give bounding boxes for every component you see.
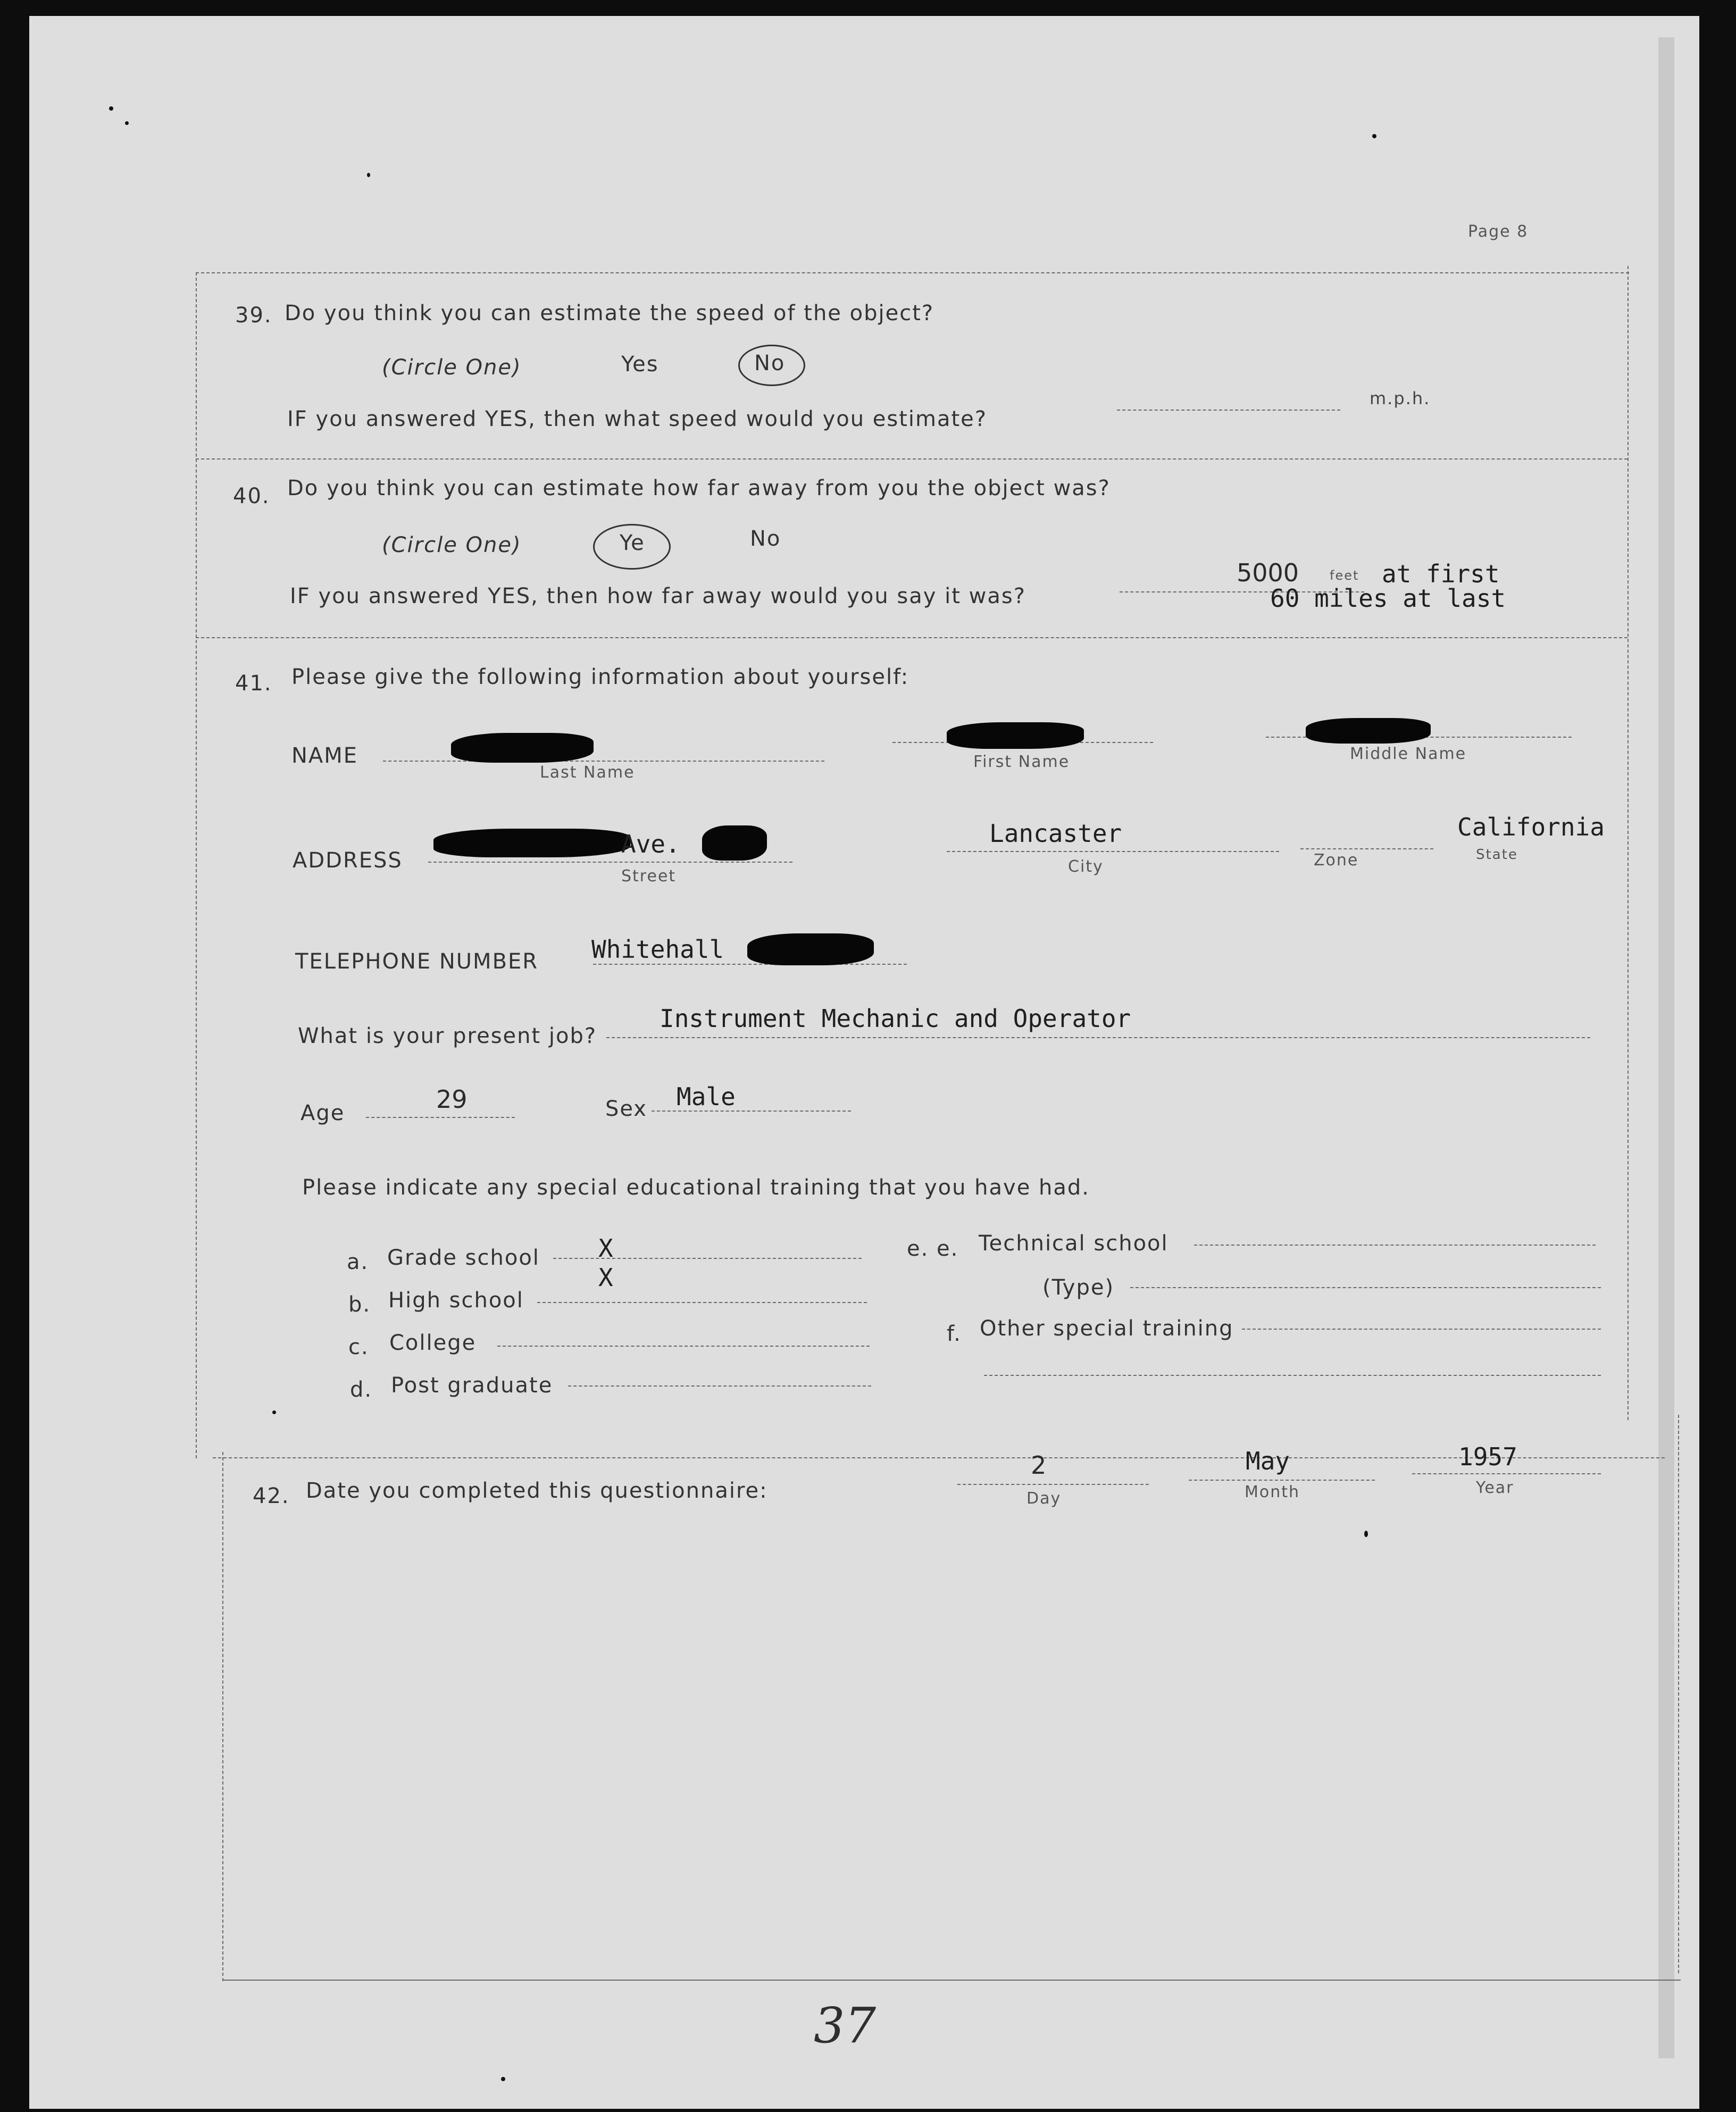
edu-c-letter: c. xyxy=(348,1335,369,1359)
zone-caption: Zone xyxy=(1314,851,1359,870)
q41-prompt: Please give the following information about yourself: xyxy=(291,665,909,689)
redaction-middle-name xyxy=(1306,718,1431,744)
q42-month-caption: Month xyxy=(1245,1483,1300,1501)
state-caption: State xyxy=(1476,847,1518,863)
edu-c-line[interactable] xyxy=(497,1346,870,1347)
q42-number: 42. xyxy=(253,1484,290,1508)
last-name-line[interactable] xyxy=(383,761,824,762)
q39-circle-one: (Circle One) xyxy=(382,355,522,380)
dust-speck xyxy=(367,173,370,177)
q39-no-option[interactable]: No xyxy=(754,351,786,375)
redaction-telephone xyxy=(747,933,874,965)
redaction-first-name xyxy=(947,722,1084,749)
redaction-last-name xyxy=(451,733,594,763)
q42-year-line[interactable] xyxy=(1412,1473,1601,1474)
section-divider-39 xyxy=(196,458,1628,460)
age-value: 29 xyxy=(436,1085,468,1114)
q39-yes-option[interactable]: Yes xyxy=(621,352,659,377)
section-divider-40 xyxy=(196,637,1628,638)
street-caption: Street xyxy=(621,867,677,886)
form-left-border xyxy=(196,272,197,1458)
edu-d-line[interactable] xyxy=(568,1385,871,1387)
street-suffix: Ave. xyxy=(621,830,680,858)
q40-number: 40. xyxy=(233,484,270,508)
age-label: Age xyxy=(301,1101,345,1125)
form-right-border xyxy=(1628,266,1629,1420)
q40-unit-feet: feet xyxy=(1330,568,1359,583)
street-line[interactable] xyxy=(428,862,792,863)
q42-month-value: May xyxy=(1246,1447,1290,1475)
dust-speck xyxy=(109,106,113,111)
form-bottom-border xyxy=(223,1980,1681,1981)
edu-f-label: Other special training xyxy=(980,1316,1234,1341)
edu-e-letter: e. e. xyxy=(907,1237,959,1261)
q42-month-line[interactable] xyxy=(1189,1480,1375,1481)
edu-e-line[interactable] xyxy=(1194,1245,1596,1246)
q42-year-value: 1957 xyxy=(1458,1442,1517,1471)
q39-number: 39. xyxy=(235,303,272,328)
form-right-border-lower xyxy=(1678,1415,1679,1973)
telephone-label: TELEPHONE NUMBER xyxy=(295,949,539,974)
q39-followup: IF you answered YES, then what speed would you estimate? xyxy=(287,407,988,431)
q42-day-value: 2 xyxy=(1031,1451,1047,1480)
q40-yes-option[interactable]: Ye xyxy=(620,531,645,555)
edu-a-label: Grade school xyxy=(387,1246,540,1270)
age-line[interactable] xyxy=(366,1117,515,1118)
edu-b-mark: X xyxy=(598,1263,613,1292)
edu-e-type-label: (Type) xyxy=(1042,1275,1115,1300)
q42-year-caption: Year xyxy=(1476,1479,1514,1497)
city-line[interactable] xyxy=(947,851,1279,852)
edu-f-letter: f. xyxy=(947,1322,962,1346)
dust-speck xyxy=(125,121,129,125)
q39-question: Do you think you can estimate the speed of the object? xyxy=(285,301,934,325)
edu-d-label: Post graduate xyxy=(391,1373,553,1398)
edu-a-mark: X xyxy=(598,1234,613,1263)
edu-a-letter: a. xyxy=(347,1250,369,1274)
sheet-edge-shadow xyxy=(1658,37,1674,2058)
q40-no-option[interactable]: No xyxy=(750,527,781,551)
form-left-border-lower xyxy=(222,1452,223,1981)
name-label: NAME xyxy=(291,744,358,768)
redaction-street xyxy=(433,829,630,857)
page-number: Page 8 xyxy=(1468,222,1529,241)
q39-speed-answer-line[interactable] xyxy=(1117,410,1340,411)
edu-b-letter: b. xyxy=(348,1292,371,1317)
sex-label: Sex xyxy=(605,1097,647,1121)
q40-followup: IF you answered YES, then how far away would you say it was? xyxy=(290,584,1026,608)
job-value: Instrument Mechanic and Operator xyxy=(660,1004,1131,1033)
edu-f-line-2[interactable] xyxy=(984,1375,1601,1376)
edu-d-letter: d. xyxy=(350,1378,373,1402)
dust-speck xyxy=(501,2077,505,2081)
q40-circle-one: (Circle One) xyxy=(382,533,522,557)
city-caption: City xyxy=(1068,857,1104,876)
middle-name-caption: Middle Name xyxy=(1350,745,1467,763)
telephone-line[interactable] xyxy=(593,964,907,965)
dust-speck xyxy=(1372,134,1376,138)
job-line[interactable] xyxy=(606,1037,1590,1038)
edu-f-line[interactable] xyxy=(1242,1329,1601,1330)
edu-b-line[interactable] xyxy=(537,1302,867,1303)
q40-answer-first: at first xyxy=(1382,560,1500,588)
edu-e-label: Technical school xyxy=(979,1231,1169,1256)
redaction-street-number xyxy=(702,825,767,861)
q42-prompt: Date you completed this questionnaire: xyxy=(306,1479,768,1503)
edu-b-label: High school xyxy=(388,1288,524,1313)
address-label: ADDRESS xyxy=(293,848,403,873)
document-sheet xyxy=(29,16,1699,2109)
sex-value: Male xyxy=(677,1082,736,1111)
city-value: Lancaster xyxy=(989,819,1122,848)
q42-day-caption: Day xyxy=(1026,1489,1062,1508)
q42-day-line[interactable] xyxy=(957,1484,1149,1485)
handwritten-page-number: 37 xyxy=(814,1997,877,2054)
section-divider-41 xyxy=(213,1457,1665,1458)
state-value: California xyxy=(1457,813,1605,841)
education-prompt: Please indicate any special educational training that you have had. xyxy=(302,1175,1090,1200)
q39-unit: m.p.h. xyxy=(1370,388,1431,408)
zone-line[interactable] xyxy=(1300,848,1433,849)
form-top-border xyxy=(196,272,1629,273)
q41-number: 41. xyxy=(235,671,272,696)
first-name-caption: First Name xyxy=(973,753,1070,771)
q40-answer-number: 5000 xyxy=(1237,558,1299,587)
q40-question: Do you think you can estimate how far away from you the object was? xyxy=(287,476,1111,500)
telephone-value: Whitehall xyxy=(591,935,724,964)
edu-c-label: College xyxy=(389,1331,477,1355)
last-name-caption: Last Name xyxy=(540,763,635,782)
q40-answer-last: 60 miles at last xyxy=(1270,584,1506,613)
dust-speck xyxy=(272,1410,276,1414)
dust-speck xyxy=(1364,1531,1368,1537)
job-label: What is your present job? xyxy=(298,1024,597,1048)
edu-e-type-line[interactable] xyxy=(1130,1287,1601,1288)
